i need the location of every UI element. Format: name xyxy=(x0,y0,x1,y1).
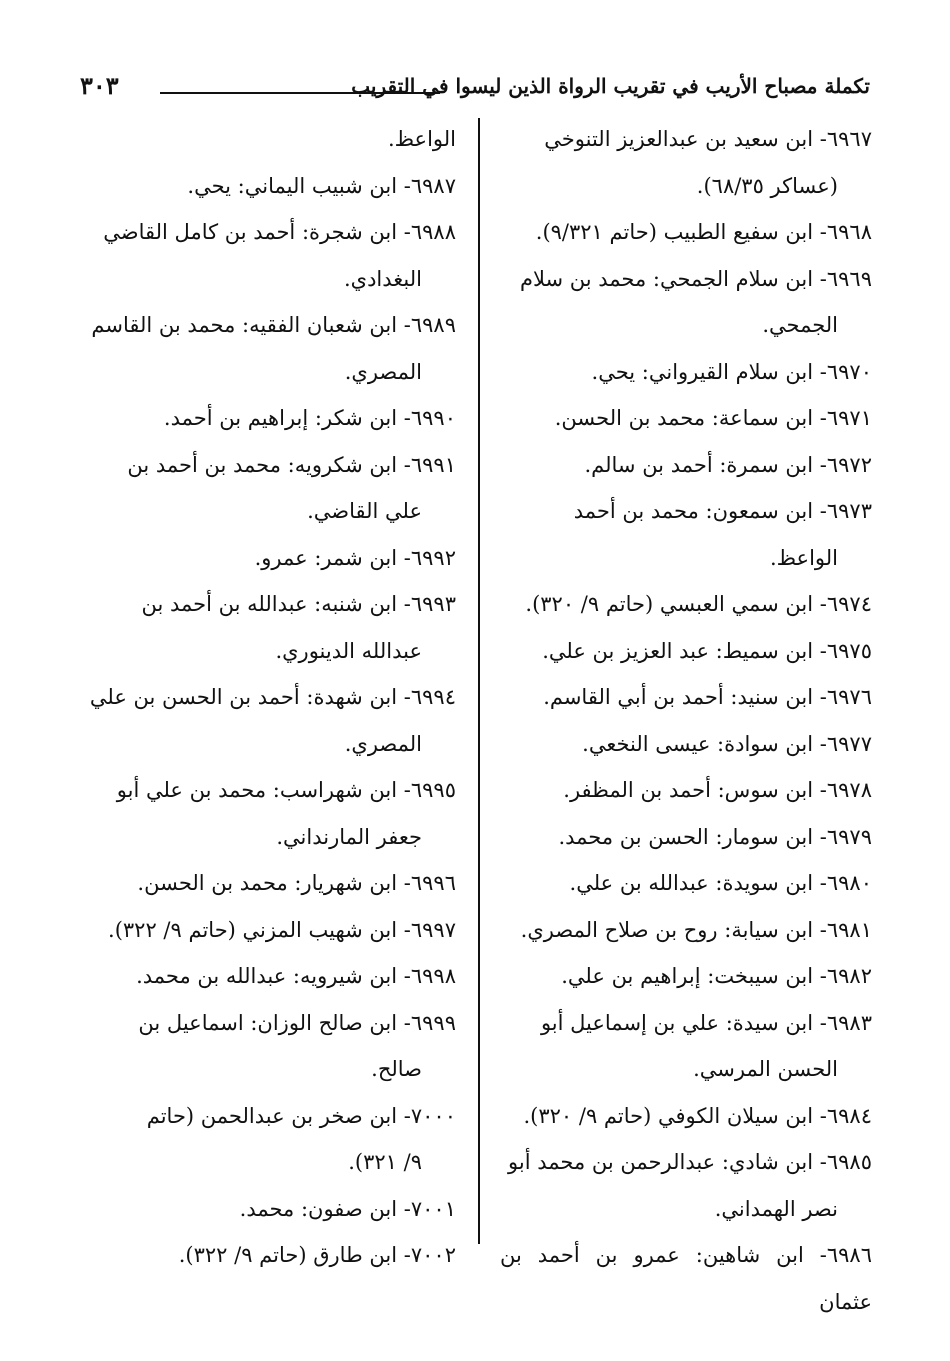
entry-line: ٦٩٩٨- ابن شيرويه: عبدالله بن محمد. xyxy=(136,964,456,988)
entry xyxy=(84,209,456,302)
entry xyxy=(84,116,456,163)
entry xyxy=(84,302,456,395)
entry-line: ٦٩٧٥- ابن سميط: عبد العزيز بن علي. xyxy=(542,638,872,663)
entry-continuation: صالح. xyxy=(371,1057,422,1081)
right-column xyxy=(500,116,872,1325)
entry-continuation: عبدالله الدينوري. xyxy=(275,638,422,663)
entry-line: ٦٩٩٢- ابن شمر: عمرو. xyxy=(254,545,456,570)
entry xyxy=(84,953,456,1000)
entry-continuation: نصر الهمداني. xyxy=(714,1196,838,1221)
entry-line: ٦٩٨٦- ابن شاهين: عمرو بن أحمد بن عثمان xyxy=(500,1243,872,1314)
entry-continuation: المصري. xyxy=(344,359,422,384)
entry xyxy=(84,442,456,535)
entry xyxy=(500,256,872,349)
entry-line: ٦٩٧٧- ابن سوادة: عيسى النخعي. xyxy=(582,731,872,756)
entry-continuation: المصري. xyxy=(344,731,422,756)
entry xyxy=(84,395,456,442)
entry-line: ٦٩٨٧- ابن شبيب اليماني: يحي. xyxy=(187,173,456,198)
entry-line: ٦٩٨٤- ابن سيلان الكوفي (حاتم ٩/ ٣٢٠). xyxy=(523,1103,872,1128)
entry xyxy=(500,860,872,907)
entry xyxy=(500,1093,872,1140)
entry xyxy=(84,1000,456,1093)
entry-line: ٦٩٩٥- ابن شهراسب: محمد بن علي أبو xyxy=(116,778,456,802)
entry-continuation: (عساكر ٦٨/٣٥). xyxy=(696,173,838,198)
entry-line: ٧٠٠١- ابن صفون: محمد. xyxy=(239,1196,456,1221)
entry xyxy=(84,674,456,767)
entry xyxy=(500,395,872,442)
page-header xyxy=(80,70,870,110)
entry xyxy=(500,1232,872,1325)
entry-line: ٦٩٦٨- ابن سفيع الطبيب (حاتم ٩/٣٢١). xyxy=(535,220,872,244)
page-number: ٣٠٣ xyxy=(80,71,119,100)
entry-continuation: الحسن المرسي. xyxy=(693,1057,838,1081)
entry xyxy=(500,907,872,954)
entry xyxy=(84,581,456,674)
entry xyxy=(84,1093,456,1186)
entry xyxy=(84,1232,456,1279)
entry-line: ٧٠٠٢- ابن طارق (حاتم ٩/ ٣٢٢). xyxy=(178,1243,456,1267)
entry xyxy=(500,488,872,581)
entry xyxy=(500,628,872,675)
entry-line: ٦٩٩٠- ابن شكر: إبراهيم بن أحمد. xyxy=(163,406,456,430)
entry xyxy=(500,814,872,861)
entry-line: ٦٩٩٣- ابن شنبه: عبدالله بن أحمد بن xyxy=(141,592,456,616)
entry-line: ٦٩٧٨- ابن سوس: أحمد بن المظفر. xyxy=(563,778,872,802)
header-rule xyxy=(160,92,440,94)
entry xyxy=(500,953,872,1000)
entry-continuation: علي القاضي. xyxy=(307,499,422,523)
entry xyxy=(500,767,872,814)
entry xyxy=(500,581,872,628)
entry-line: ٦٩٨٠- ابن سويدة: عبدالله بن علي. xyxy=(569,871,872,895)
entry-continuation: جعفر المارنداني. xyxy=(276,824,422,849)
entry xyxy=(500,1139,872,1232)
entry-line: ٦٩٨١- ابن سيابة: روح بن صلاح المصري. xyxy=(520,917,872,942)
entry-line: الواعظ. xyxy=(387,127,456,151)
entry xyxy=(84,767,456,860)
entry-line: ٦٩٧٠- ابن سلام القيرواني: يحي. xyxy=(591,359,872,384)
entry xyxy=(84,860,456,907)
entry-line: ٦٩٩٤- ابن شهدة: أحمد بن الحسن بن علي xyxy=(89,685,456,709)
entry-line: ٦٩٨٩- ابن شعبان الفقيه: محمد بن القاسم xyxy=(91,313,456,337)
entry-line: ٦٩٩٩- ابن صالح الوزان: اسماعيل بن xyxy=(138,1010,456,1035)
entry xyxy=(500,116,872,209)
entry-line: ٧٠٠٠- ابن صخر بن عبدالحمن (حاتم xyxy=(146,1103,456,1128)
entry-line: ٦٩٨٥- ابن شادي: عبدالرحمن بن محمد أبو xyxy=(508,1150,872,1174)
entry xyxy=(500,721,872,768)
entry xyxy=(84,907,456,954)
entry-line: ٦٩٩٦- ابن شهريار: محمد بن الحسن. xyxy=(137,871,456,895)
entry xyxy=(500,1000,872,1093)
entry-line: ٦٩٩١- ابن شكرويه: محمد بن أحمد بن xyxy=(127,452,456,477)
entry xyxy=(84,1186,456,1233)
entry-continuation: الجمحي. xyxy=(762,313,838,337)
entry xyxy=(84,535,456,582)
entry-line: ٦٩٨٢- ابن سيبخت: إبراهيم بن علي. xyxy=(561,964,872,988)
entry-continuation: البغدادي. xyxy=(343,266,422,291)
entry-line: ٦٩٧٣- ابن سمعون: محمد بن أحمد xyxy=(573,499,872,523)
entry xyxy=(84,163,456,210)
entry-line: ٦٩٧٩- ابن سومار: الحسن بن محمد. xyxy=(558,824,872,849)
entry-continuation: الواعظ. xyxy=(769,545,838,570)
running-title: تكملة مصباح الأريب في تقريب الرواة الذين ليسوا في التقريب xyxy=(351,74,870,98)
column-divider xyxy=(478,118,480,1244)
entry xyxy=(500,209,872,256)
entry-continuation: ٩/ ٣٢١). xyxy=(348,1150,422,1174)
entry-line: ٦٩٧١- ابن سماعة: محمد بن الحسن. xyxy=(554,406,872,430)
entry-line: ٦٩٩٧- ابن شهيب المزني (حاتم ٩/ ٣٢٢). xyxy=(108,917,456,942)
entry-line: ٦٩٨٣- ابن سيدة: علي بن إسماعيل أبو xyxy=(540,1010,872,1035)
entry xyxy=(500,349,872,396)
entry xyxy=(500,442,872,489)
left-column xyxy=(84,116,456,1279)
entry-line: ٦٩٦٩- ابن سلام الجمحي: محمد بن سلام xyxy=(519,266,872,291)
entry-line: ٦٩٧٦- ابن سنيد: أحمد بن أبي القاسم. xyxy=(543,685,872,709)
entry-line: ٦٩٧٢- ابن سمرة: أحمد بن سالم. xyxy=(584,452,872,477)
entry-line: ٦٩٨٨- ابن شجرة: أحمد بن كامل القاضي xyxy=(103,220,456,244)
entry-line: ٦٩٦٧- ابن سعيد بن عبدالعزيز التنوخي xyxy=(544,127,872,151)
entry-line: ٦٩٧٤- ابن سمي العبسي (حاتم ٩/ ٣٢٠). xyxy=(525,592,872,616)
entry xyxy=(500,674,872,721)
